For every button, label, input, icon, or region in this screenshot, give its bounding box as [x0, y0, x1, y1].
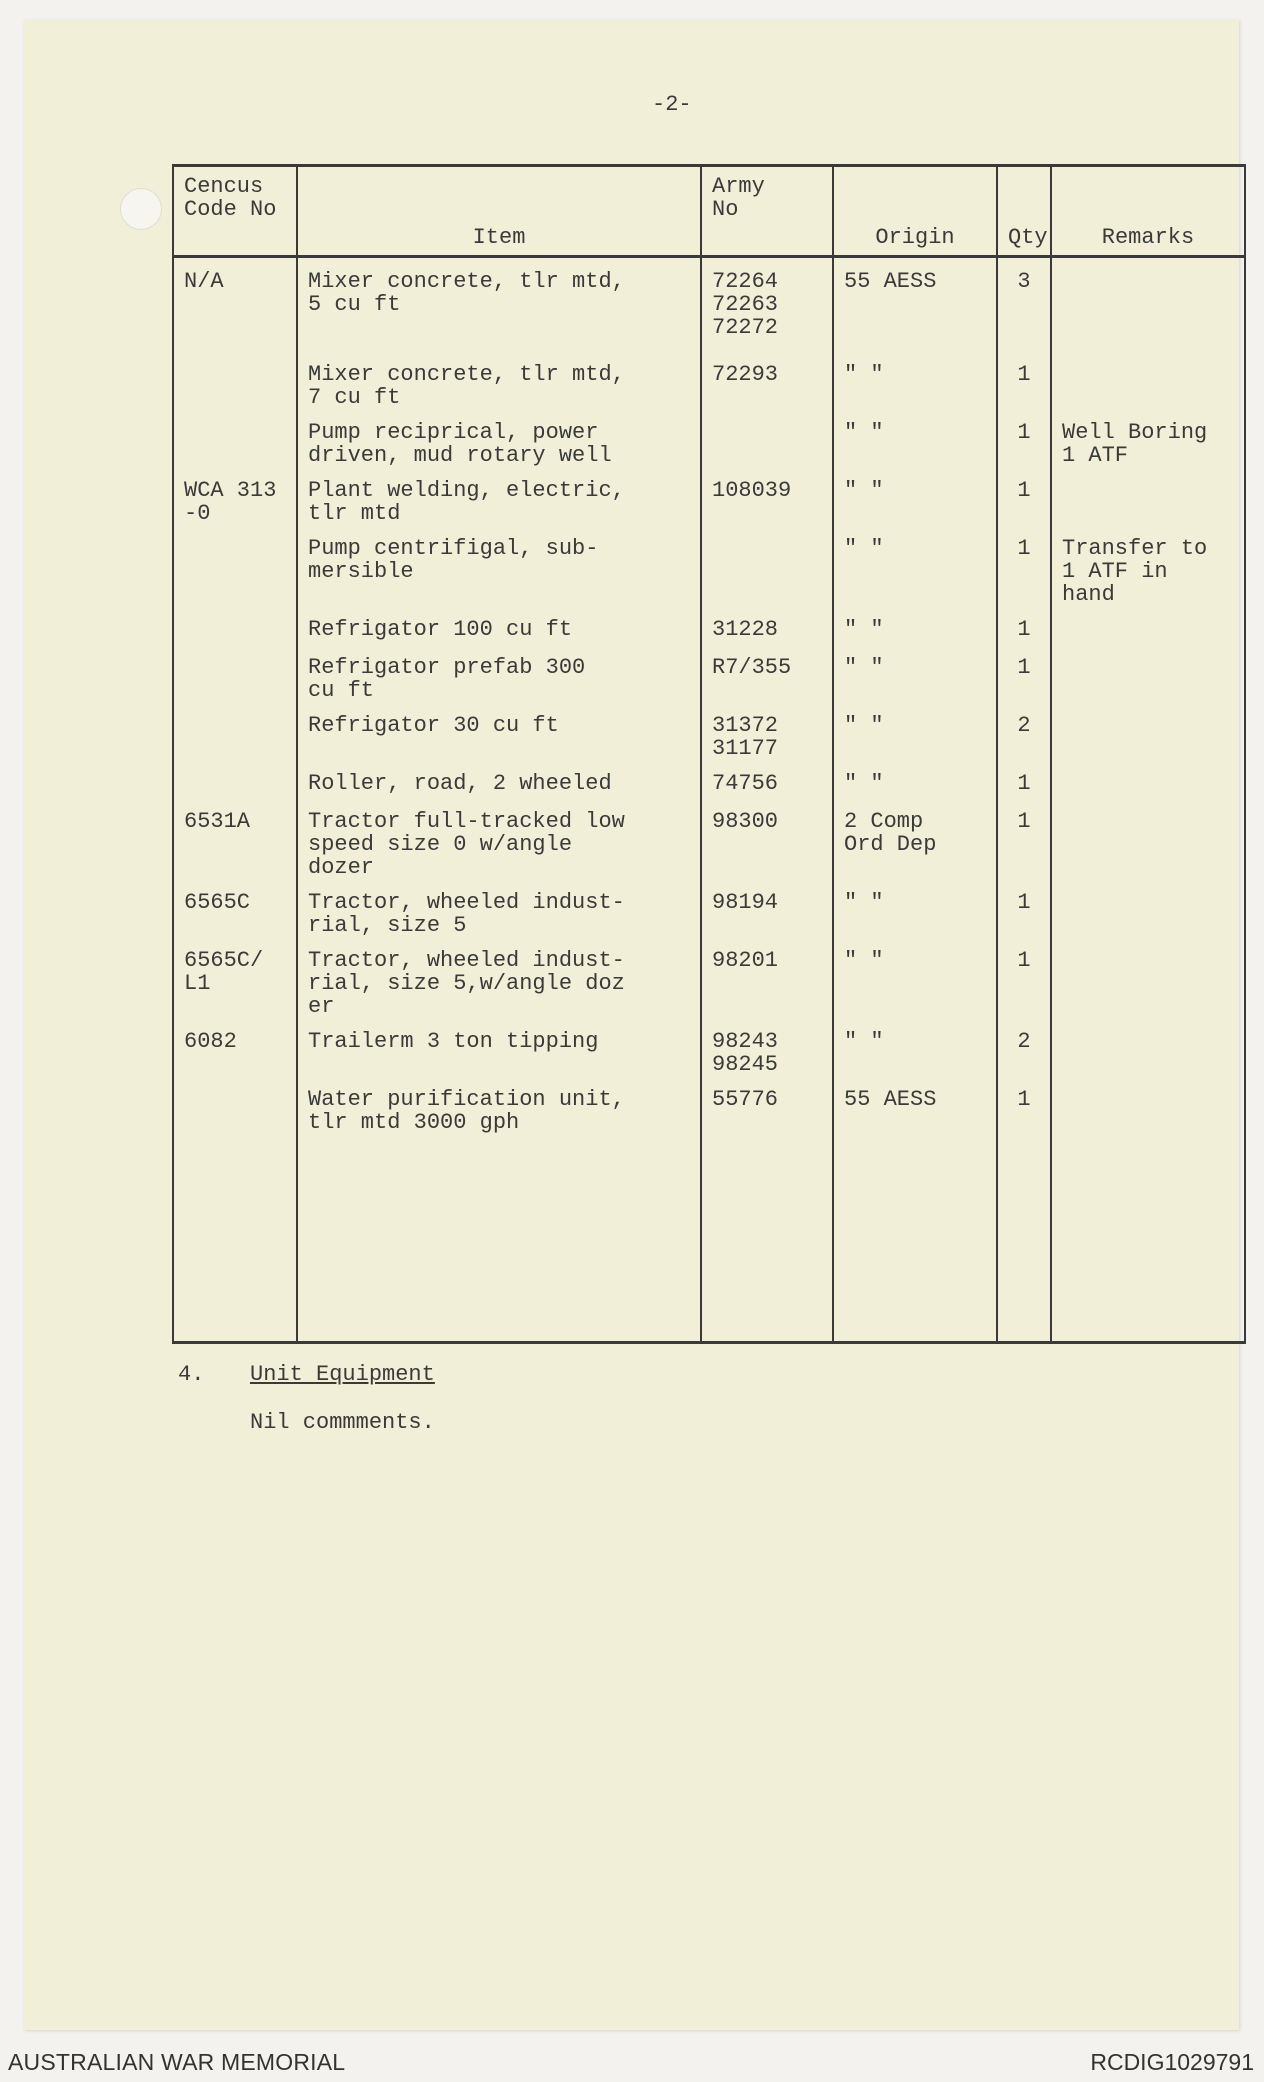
- cell-army-no: [701, 409, 833, 467]
- cell-qty: 2: [997, 702, 1051, 760]
- cell-remarks: [1051, 467, 1245, 525]
- table-header-row: [173, 166, 1245, 257]
- cell-origin: " ": [833, 606, 997, 644]
- cell-army-no: 72264 72263 72272: [701, 257, 833, 351]
- equipment-table: [172, 164, 1246, 1344]
- table-row: [173, 351, 1245, 409]
- cell-remarks: [1051, 879, 1245, 937]
- table-row: [173, 1018, 1245, 1076]
- cell-army-no: 31372 31177: [701, 702, 833, 760]
- cell-origin: " ": [833, 351, 997, 409]
- table-filler-cell: [1051, 1134, 1245, 1343]
- header-item: Item: [297, 166, 701, 257]
- cell-item: Tractor full-tracked low speed size 0 w/angle dozer: [297, 798, 701, 879]
- cell-item: Roller, road, 2 wheeled: [297, 760, 701, 798]
- cell-origin: 55 AESS: [833, 1076, 997, 1134]
- table-filler-cell: [833, 1134, 997, 1343]
- cell-census-code: [173, 702, 297, 760]
- cell-origin: " ": [833, 879, 997, 937]
- page-number: -2-: [652, 92, 692, 117]
- table-body: [173, 257, 1245, 1343]
- cell-origin: " ": [833, 760, 997, 798]
- cell-item: Pump centrifigal, sub- mersible: [297, 525, 701, 606]
- cell-army-no: 98300: [701, 798, 833, 879]
- cell-item: Refrigator 100 cu ft: [297, 606, 701, 644]
- cell-remarks: [1051, 798, 1245, 879]
- table-row: [173, 467, 1245, 525]
- cell-remarks: [1051, 606, 1245, 644]
- cell-qty: 1: [997, 351, 1051, 409]
- cell-census-code: [173, 351, 297, 409]
- cell-army-no: 98243 98245: [701, 1018, 833, 1076]
- cell-qty: 2: [997, 1018, 1051, 1076]
- document-page: [24, 20, 1239, 2030]
- cell-remarks: Transfer to 1 ATF in hand: [1051, 525, 1245, 606]
- cell-origin: " ": [833, 644, 997, 702]
- cell-remarks: Well Boring 1 ATF: [1051, 409, 1245, 467]
- cell-census-code: [173, 760, 297, 798]
- table-filler-cell: [701, 1134, 833, 1343]
- cell-origin: " ": [833, 467, 997, 525]
- table-row: [173, 760, 1245, 798]
- cell-army-no: R7/355: [701, 644, 833, 702]
- cell-census-code: [173, 409, 297, 467]
- table-row: [173, 879, 1245, 937]
- cell-remarks: [1051, 257, 1245, 351]
- cell-remarks: [1051, 1018, 1245, 1076]
- table-row: [173, 525, 1245, 606]
- punch-hole: [120, 188, 162, 230]
- cell-item: Trailerm 3 ton tipping: [297, 1018, 701, 1076]
- cell-army-no: 74756: [701, 760, 833, 798]
- cell-origin: " ": [833, 937, 997, 1018]
- cell-qty: 1: [997, 760, 1051, 798]
- cell-census-code: [173, 1076, 297, 1134]
- section-4: [178, 1362, 435, 1387]
- header-army-no: Army No: [701, 166, 833, 257]
- cell-census-code: 6531A: [173, 798, 297, 879]
- cell-qty: 3: [997, 257, 1051, 351]
- cell-remarks: [1051, 1076, 1245, 1134]
- cell-origin: 55 AESS: [833, 257, 997, 351]
- cell-remarks: [1051, 644, 1245, 702]
- header-qty: Qty: [997, 166, 1051, 257]
- table-row: [173, 937, 1245, 1018]
- cell-qty: 1: [997, 409, 1051, 467]
- footer-record-id: RCDIG1029791: [1090, 2049, 1254, 2075]
- cell-qty: 1: [997, 606, 1051, 644]
- cell-item: Tractor, wheeled indust- rial, size 5: [297, 879, 701, 937]
- table-filler-row: [173, 1134, 1245, 1343]
- cell-army-no: 98201: [701, 937, 833, 1018]
- table-filler-cell: [997, 1134, 1051, 1343]
- table-row: [173, 606, 1245, 644]
- footer-archive-name: AUSTRALIAN WAR MEMORIAL: [8, 2049, 346, 2075]
- table-row: [173, 798, 1245, 879]
- cell-item: Mixer concrete, tlr mtd, 5 cu ft: [297, 257, 701, 351]
- cell-army-no: 108039: [701, 467, 833, 525]
- cell-census-code: 6565C: [173, 879, 297, 937]
- cell-item: Water purification unit, tlr mtd 3000 gph: [297, 1076, 701, 1134]
- section-number: 4.: [178, 1362, 205, 1387]
- cell-army-no: [701, 525, 833, 606]
- cell-army-no: 72293: [701, 351, 833, 409]
- cell-army-no: 98194: [701, 879, 833, 937]
- cell-census-code: 6565C/ L1: [173, 937, 297, 1018]
- table-row: [173, 702, 1245, 760]
- cell-army-no: 55776: [701, 1076, 833, 1134]
- cell-census-code: WCA 313 -0: [173, 467, 297, 525]
- cell-census-code: [173, 525, 297, 606]
- table-row: [173, 1076, 1245, 1134]
- cell-qty: 1: [997, 467, 1051, 525]
- cell-qty: 1: [997, 1076, 1051, 1134]
- cell-qty: 1: [997, 937, 1051, 1018]
- cell-remarks: [1051, 937, 1245, 1018]
- header-origin: Origin: [833, 166, 997, 257]
- table-filler-cell: [297, 1134, 701, 1343]
- header-census-code: Cencus Code No: [173, 166, 297, 257]
- cell-item: Refrigator prefab 300 cu ft: [297, 644, 701, 702]
- cell-origin: " ": [833, 525, 997, 606]
- cell-item: Mixer concrete, tlr mtd, 7 cu ft: [297, 351, 701, 409]
- cell-qty: 1: [997, 525, 1051, 606]
- table-row: [173, 644, 1245, 702]
- cell-census-code: [173, 606, 297, 644]
- cell-origin: " ": [833, 1018, 997, 1076]
- cell-item: Plant welding, electric, tlr mtd: [297, 467, 701, 525]
- cell-item: Refrigator 30 cu ft: [297, 702, 701, 760]
- cell-item: Pump reciprical, power driven, mud rotary well: [297, 409, 701, 467]
- cell-qty: 1: [997, 798, 1051, 879]
- header-remarks: Remarks: [1051, 166, 1245, 257]
- cell-origin: " ": [833, 409, 997, 467]
- table-row: [173, 409, 1245, 467]
- cell-army-no: 31228: [701, 606, 833, 644]
- section-text: Nil commments.: [250, 1410, 435, 1435]
- cell-qty: 1: [997, 644, 1051, 702]
- cell-remarks: [1051, 760, 1245, 798]
- cell-remarks: [1051, 702, 1245, 760]
- cell-qty: 1: [997, 879, 1051, 937]
- cell-census-code: 6082: [173, 1018, 297, 1076]
- cell-remarks: [1051, 351, 1245, 409]
- section-heading: Unit Equipment: [250, 1362, 435, 1387]
- cell-origin: " ": [833, 702, 997, 760]
- cell-census-code: [173, 644, 297, 702]
- cell-census-code: N/A: [173, 257, 297, 351]
- table-filler-cell: [173, 1134, 297, 1343]
- cell-item: Tractor, wheeled indust- rial, size 5,w/angle doz er: [297, 937, 701, 1018]
- cell-origin: 2 Comp Ord Dep: [833, 798, 997, 879]
- table-row: [173, 257, 1245, 351]
